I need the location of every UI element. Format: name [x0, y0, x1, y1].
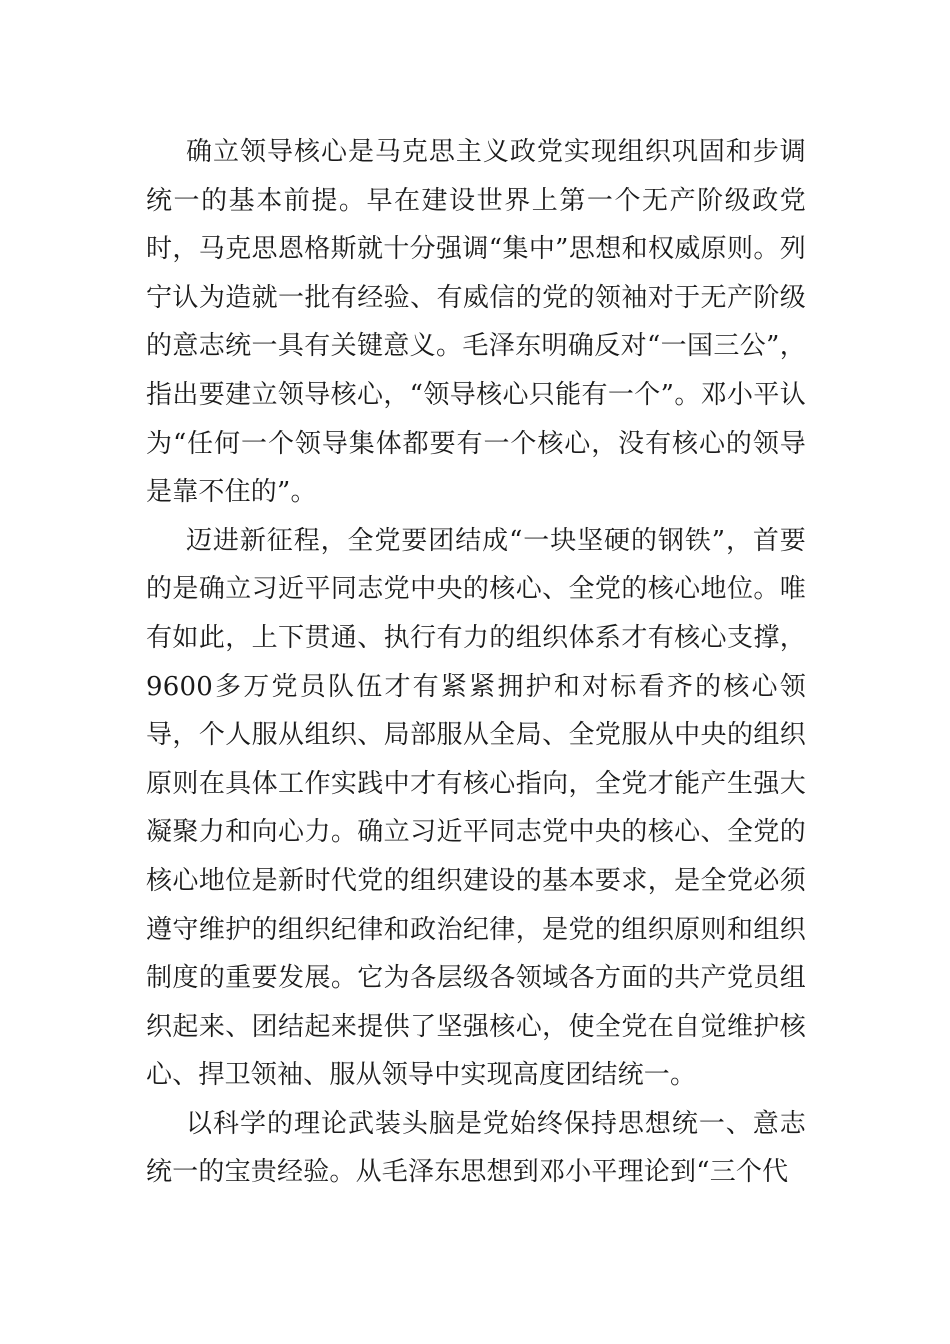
document-body	[146, 128, 806, 1197]
paragraph-new-journey: 迈进新征程，全党要团结成“一块坚硬的钢铁”，首要的是确立习近平同志党中央的核心、全党的核心地位。唯有如此，上下贯通、执行有力的组织体系才有核心支撑，9600多万党员队伍才有紧紧拥护和对标看齐的核心领导，个人服从组织、局部服从全局、全党服从中央的组织原则在具体工作实践中才有核心指向，全党才能产生强大凝聚力和向心力。确立习近平同志党中央的核心、全党的核心地位是新时代党的组织建设的基本要求，是全党必须遵守维护的组织纪律和政治纪律，是党的组织原则和组织制度的重要发展。它为各层级各领域各方面的共产党员组织起来、团结起来提供了坚强核心，使全党在自觉维护核心、捍卫领袖、服从领导中实现高度团结统一。	[146, 525, 806, 1091]
paragraph-theory-armament: 以科学的理论武装头脑是党始终保持思想统一、意志统一的宝贵经验。从毛泽东思想到邓小平理论到“三个代	[146, 1108, 806, 1188]
paragraph-leadership-core-history: 确立领导核心是马克思主义政党实现组织巩固和步调统一的基本前提。早在建设世界上第一个无产阶级政党时，马克思恩格斯就十分强调“集中”思想和权威原则。列宁认为造就一批有经验、有威信的党的领袖对于无产阶级的意志统一具有关键意义。毛泽东明确反对“一国三公”，指出要建立领导核心，“领导核心只能有一个”。邓小平认为“任何一个领导集体都要有一个核心，没有核心的领导是靠不住的”。	[146, 137, 806, 508]
